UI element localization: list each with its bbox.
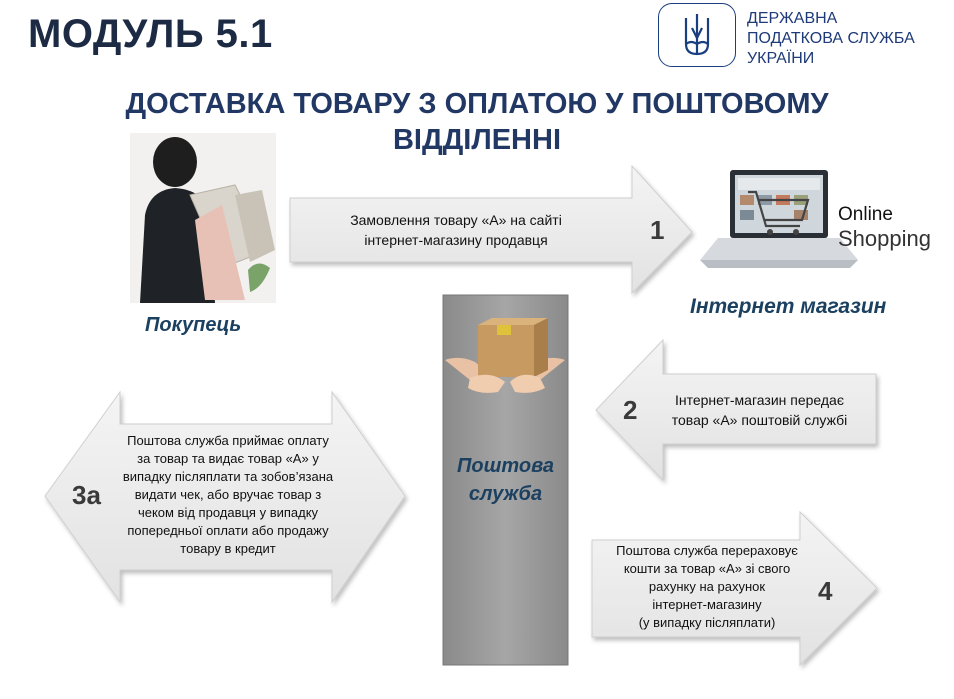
- step-4-number: 4: [818, 576, 833, 606]
- step-2-line: товар «А» поштовій службі: [671, 412, 848, 428]
- online-label: Online: [838, 204, 893, 225]
- laptop-shop-icon: [700, 170, 858, 268]
- step-3a-line: видати чек, або вручає товар з: [134, 487, 322, 502]
- step-3a-line: за товар та видає товар «А» у: [137, 451, 319, 466]
- step-3a-line: випадку післяплати та зобов’язана: [122, 469, 334, 484]
- step-3a-line: попередньої оплати або продажу: [127, 523, 329, 538]
- agency-name-line-1: ДЕРЖАВНА: [747, 10, 838, 27]
- shopping-label: Shopping: [838, 226, 931, 251]
- step-1-line: інтернет-магазину продавця: [364, 232, 548, 248]
- step-4-text: [596, 542, 818, 632]
- main-title-line-2: ВІДДІЛЕННІ: [392, 124, 561, 156]
- step-1-text: [296, 210, 616, 250]
- step-4-line: кошти за товар «А» зі свого: [623, 561, 791, 576]
- step-4-line: рахунку на рахунок: [648, 579, 766, 594]
- step-3a-line: товару в кредит: [180, 541, 276, 556]
- buyer-label: Покупець: [145, 314, 242, 336]
- step-4-line: (у випадку післяплати): [638, 615, 776, 630]
- step-1-number: 1: [650, 215, 665, 245]
- step-2-line: Інтернет-магазин передає: [674, 392, 844, 408]
- step-2-text: [652, 390, 867, 430]
- shop-label: Інтернет магазин: [690, 295, 887, 318]
- step-3a-line: чеком від продавця у випадку: [137, 505, 319, 520]
- step-3a-number: 3а: [72, 480, 101, 510]
- step-1-line: Замовлення товару «А» на сайті: [350, 212, 562, 228]
- agency-name-line-2: ПОДАТКОВА СЛУЖБА: [747, 30, 915, 47]
- step-3a-text: [108, 432, 348, 558]
- main-title-line-1: ДОСТАВКА ТОВАРУ З ОПЛАТОЮ У ПОШТОВОМУ: [125, 88, 829, 120]
- step-4-line: Поштова служба перераховує: [616, 543, 798, 558]
- step-3a-line: Поштова служба приймає оплату: [127, 433, 329, 448]
- post-label-line-2: служба: [468, 483, 543, 505]
- module-title: МОДУЛЬ 5.1: [28, 12, 273, 56]
- agency-name-line-3: УКРАЇНИ: [747, 50, 815, 67]
- buyer-photo: [130, 133, 276, 303]
- post-label-line-1: Поштова: [456, 455, 555, 477]
- step-4-line: інтернет-магазину: [652, 597, 762, 612]
- step-2-number: 2: [623, 395, 638, 425]
